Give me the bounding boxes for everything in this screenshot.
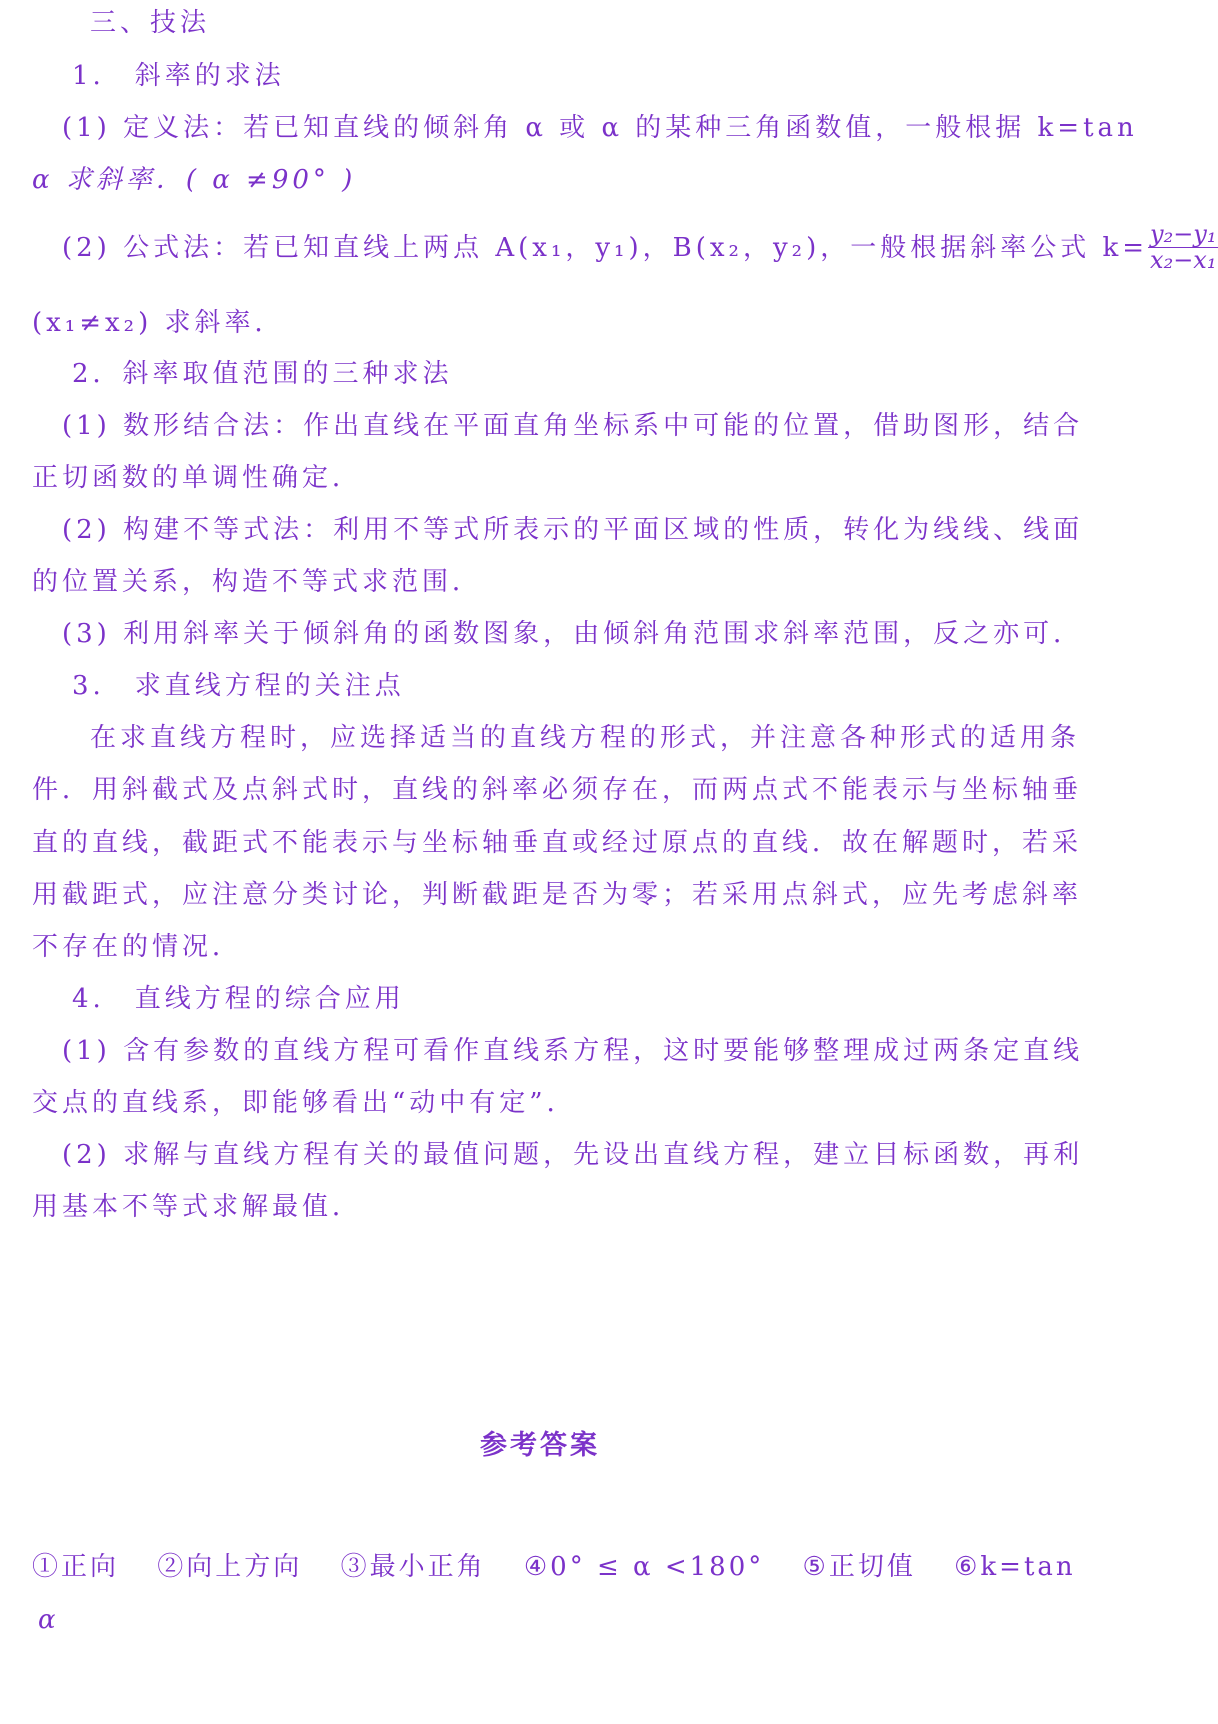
answer-2: ②向上方向	[157, 1552, 303, 1582]
s2-p2-line1: (2) 构建不等式法：利用不等式所表示的平面区域的性质，转化为线线、线面	[62, 515, 1084, 545]
s3-line2: 件．用斜截式及点斜式时，直线的斜率必须存在，而两点式不能表示与坐标轴垂	[32, 775, 1083, 805]
answer-continuation: α	[38, 1605, 56, 1635]
item-heading-4: 4. 直线方程的综合应用	[72, 984, 405, 1014]
s2-p1-line2: 正切函数的单调性确定．	[32, 463, 363, 493]
answer-heading: 参考答案	[480, 1430, 600, 1461]
s3-line3: 直的直线，截距式不能表示与坐标轴垂直或经过原点的直线．故在解题时，若采	[32, 828, 1083, 858]
s2-p1-line1: (1) 数形结合法：作出直线在平面直角坐标系中可能的位置，借助图形，结合	[62, 411, 1084, 441]
item-heading-1: 1. 斜率的求法	[72, 61, 285, 91]
s4-p1-line2: 交点的直线系，即能够看出“动中有定”．	[32, 1088, 577, 1118]
s3-line5: 不存在的情况．	[32, 932, 243, 962]
s3-line4: 用截距式，应注意分类讨论，判断截距是否为零；若采用点斜式，应先考虑斜率	[32, 880, 1083, 910]
answer-1: ①正向	[32, 1552, 120, 1582]
answer-6: ⑥k=tan	[954, 1552, 1076, 1582]
s1-p2-line1	[62, 220, 1217, 275]
answer-3: ③最小正角	[340, 1552, 486, 1582]
fraction-numerator: y₂−y₁	[1150, 220, 1217, 248]
s1-p2-line2: (x₁≠x₂) 求斜率．	[32, 308, 285, 338]
answer-4: ④0° ≤ α <180°	[523, 1552, 765, 1582]
s4-p2-line1: (2) 求解与直线方程有关的最值问题，先设出直线方程，建立目标函数，再利	[62, 1140, 1084, 1170]
section-title: 三、技法	[90, 8, 211, 38]
item-heading-2: 2．斜率取值范围的三种求法	[72, 359, 453, 389]
s3-line1: 在求直线方程时，应选择适当的直线方程的形式，并注意各种形式的适用条	[90, 723, 1081, 753]
answer-5: ⑤正切值	[802, 1552, 916, 1582]
s1-p1-line2: α 求斜率．( α ≠90° )	[32, 165, 357, 195]
s4-p1-line1: (1) 含有参数的直线方程可看作直线系方程，这时要能够整理成过两条定直线	[62, 1036, 1084, 1066]
item-heading-3: 3. 求直线方程的关注点	[72, 671, 405, 701]
s4-p2-line2: 用基本不等式求解最值．	[32, 1192, 363, 1222]
slope-formula-fraction	[1148, 222, 1218, 273]
s1-p1-line1: (1) 定义法：若已知直线的倾斜角 α 或 α 的某种三角函数值，一般根据 k=tan	[62, 113, 1138, 143]
s2-p3-line1: (3) 利用斜率关于倾斜角的函数图象，由倾斜角范围求斜率范围，反之亦可．	[62, 619, 1084, 649]
answer-list	[32, 1546, 1106, 1583]
fraction-denominator: x₂−x₁	[1150, 246, 1217, 275]
s1-p2-lead: (2) 公式法：若已知直线上两点 A(x₁，y₁)，B(x₂，y₂)，一般根据斜率公式 k=	[62, 232, 1149, 263]
s2-p2-line2: 的位置关系，构造不等式求范围．	[32, 567, 483, 597]
